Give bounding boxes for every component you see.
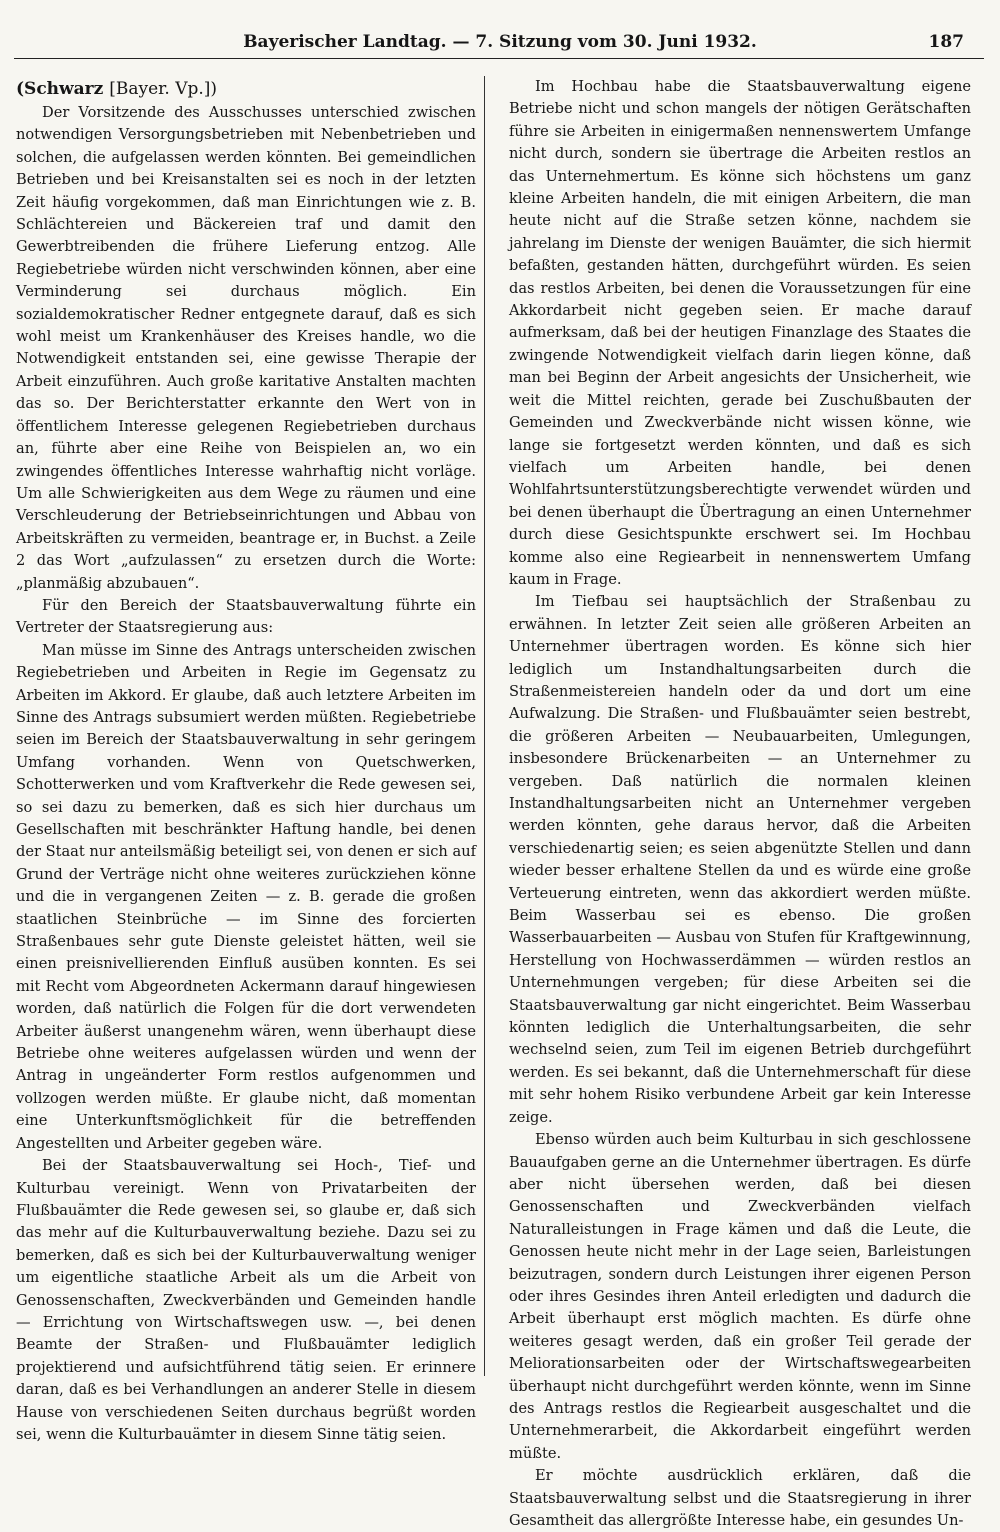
paragraph: Bei der Staatsbauverwaltung sei Hoch-, Tief- und Kulturbau vereinigt. Wenn von Privatarbeiten der Flußbauämter die Rede gewesen sei, so glaube er, daß sich das mehr auf die Kulturbauverwaltung beziehe. Dazu sei zu bemerken, daß es sich bei der Kulturbauverwaltung weniger um eigentliche staatliche Arbeit als um die Arbeit von Genossenschaften, Zweckverbänden und Gemeinden handle — Errichtung von Wirtschaftswegen usw. —, bei denen Beamte der Straßen- und Flußbauämter lediglich projektierend und aufsichtführend tätig seien. Er erinnere daran, daß es bei Verhandlungen an anderer Stelle in diesem Hause von verschiedenen Seiten durchaus begrüßt worden sei, wenn die Kulturbauämter in diesem Sinne tätig seien. — [16, 1157, 476, 1443]
speaker-line — [16, 76, 476, 102]
page-header — [0, 28, 1000, 60]
running-head: Bayerischer Landtag. — 7. Sitzung vom 30. Juni 1932. — [243, 32, 757, 52]
paragraph: Für den Bereich der Staatsbauverwaltung führte ein Vertreter der Staatsregierung aus: — [16, 596, 476, 637]
paragraph: Im Hochbau habe die Staatsbauverwaltung eigene Betriebe nicht und schon mangels der nötigen Gerätschaften führe sie Arbeiten in einigermaßen nennenswertem Umfange nicht durch, sondern sie übertrage die Arbeiten restlos an das Unternehmertum. Es könne sich höchstens um ganz kleine Arbeiten handeln, die mit einigen Arbeitern, die man heute nicht auf die Straße setzen könne, nachdem sie jahrelang im Dienste der wenigen Bauämter, die sich hiermit befaßten, gestanden hätten, durchgeführt würden. Es seien das restlos Arbeiten, bei denen die Voraussetzungen für eine Akkordarbeit nicht gegeben seien. Er mache darauf aufmerksam, daß bei der heutigen Finanzlage des Staates die zwingende Notwendigkeit vielfach darin liegen könne, daß man bei Beginn der Arbeit angesichts der Unsicherheit, wie weit die Mittel reichten, gerade bei Zuschußbauten der Gemeinden und Zweckverbände nicht wissen könne, wie lange sie fortgesetzt werden könnten, und daß es sich vielfach um Arbeiten handle, bei denen Wohlfahrtsunterstützungsberechtigte verwendet würden und bei denen überhaupt die Übertragung an einen Unternehmer durch diese Gesichtspunkte erschwert sei. Im Hochbau komme also eine Regiearbeit in nennenswertem Umfang kaum in Frage. — [509, 78, 971, 588]
paragraph: Man müsse im Sinne des Antrags unterscheiden zwischen Regiebetrieben und Arbeiten in Regie im Gegensatz zu Arbeiten im Akkord. Er glaube, daß auch letztere Arbeiten im Sinne des Antrags subsumiert werden müßten. Regiebetriebe seien im Bereich der Staatsbauverwaltung in sehr geringem Umfang vorhanden. Wenn von Quetschwerken, Schotterwerken und vom Kraftverkehr die Rede gewesen sei, so sei dazu zu bemerken, daß es sich hier durchaus um Gesellschaften mit beschränkter Haftung handle, bei denen der Staat nur anteilsmäßig beteiligt sei, von denen er sich auf Grund der Verträge nicht ohne weiteres zurückziehen könne und die in vergangenen Zeiten — z. B. gerade die großen staatlichen Steinbrüche — im Sinne des forcierten Straßenbaues sehr gute Dienste geleistet hätten, weil sie einen preisnivellierenden Einfluß ausüben konnten. Es sei mit Recht vom Abgeordneten Ackermann darauf hingewiesen worden, daß natürlich die Folgen für die dort verwendeten Arbeiter äußerst unangenehm wären, wenn überhaupt diese Betriebe ohne weiteres aufgelassen würden und wenn der Antrag in ungeänderter Form restlos aufgenommen und vollzogen werden müßte. Er glaube nicht, daß momentan eine Unterkunftsmöglichkeit für die betreffenden Angestellten und Arbeiter gegeben wäre. — [16, 641, 476, 1152]
page-number: 187 — [928, 32, 964, 52]
paragraph: Ebenso würden auch beim Kulturbau in sich geschlossene Bauaufgaben gerne an die Unternehmer übertragen. Es dürfe aber nicht übersehen werden, daß bei diesen Genossenschaften und Zweckverbänden vielfach Naturalleistungen in Frage kämen und daß die Leute, die Genossen heute nicht mehr in der Lage seien, Barleistungen beizutragen, sondern durch Leistungen ihrer eigenen Person oder ihres Gesindes ihren Anteil erledigten und dadurch die Arbeit überhaupt erst möglich machten. Es dürfe ohne weiteres gesagt werden, daß ein großer Teil gerade der Meliorationsarbeiten oder der Wirtschaftswegearbeiten überhaupt nicht durchgeführt werden könnte, wenn im Sinne des Antrags restlos die Regiearbeit ausgeschaltet und die Unternehmerarbeit, die Akkordarbeit eingeführt werden müßte. — [509, 1131, 971, 1462]
paragraph: Der Vorsitzende des Ausschusses unterschied zwischen notwendigen Versorgungsbetrieben mit Nebenbetrieben und solchen, die aufgelassen werden könnten. Bei gemeindlichen Betrieben und bei Kreisanstalten sei es noch in der letzten Zeit häufig vorgekommen, daß man Einrichtungen wie z. B. Schlächtereien und Bäckereien traf und damit den Gewerbtreibenden die frühere Lieferung entzog. Alle Regiebetriebe würden nicht verschwinden können, aber eine Verminderung sei durchaus möglich. Ein sozialdemokratischer Redner entgegnete darauf, daß es sich wohl meist um Krankenhäuser des Kreises handle, wo die Notwendigkeit entstanden sei, eine gewisse Therapie der Arbeit einzuführen. Auch große karitative Anstalten machten das so. Der Berichterstatter erkannte den Wert von in öffentlichem Interesse gelegenen Regiebetrieben durchaus an, führte aber eine Reihe von Beispielen an, wo ein zwingendes öffentliches Interesse wahrhaftig nicht vorläge. Um alle Schwierigkeiten aus dem Wege zu räumen und eine Verschleuderung der Betriebseinrichtungen und Abbau von Arbeitskräften zu vermeiden, beantrage er, in Buchst. a Zeile 2 das Wort „aufzulassen“ zu ersetzen durch die Worte: „planmäßig abzubauen“. — [16, 104, 476, 592]
header-rule — [14, 58, 984, 59]
column-divider — [484, 76, 485, 1376]
speaker-party: [Bayer. Vp.]) — [109, 79, 218, 99]
paragraph: Im Tiefbau sei hauptsächlich der Straßenbau zu erwähnen. In letzter Zeit seien alle größeren Arbeiten an Unternehmer übertragen worden. Es könne sich hier lediglich um Instandhaltungsarbeiten durch die Straßenmeistereien handeln oder da und dort um eine Aufwalzung. Die Straßen- und Flußbauämter seien bestrebt, die größeren Arbeiten — Neubauarbeiten, Umlegungen, insbesondere Brückenarbeiten — an Unternehmer zu vergeben. Daß natürlich die normalen kleinen Instandhaltungsarbeiten nicht an Unternehmer vergeben werden könnten, gehe daraus hervor, daß die Arbeiten verschiedenartig seien; es seien abgenützte Stellen und dann wieder besser erhaltene Stellen da und es würde eine große Verteuerung eintreten, wenn das akkordiert werden müßte. Beim Wasserbau sei es ebenso. Die großen Wasserbauarbeiten — Ausbau von Stufen für Kraftgewinnung, Herstellung von Hochwasserdämmen — würden restlos an Unternehmungen vergeben; für diese Arbeiten sei die Staatsbauverwaltung gar nicht eingerichtet. Beim Wasserbau könnten lediglich die Unterhaltungsarbeiten, die sehr wechselnd seien, zum Teil im eigenen Betrieb durchgeführt werden. Es sei bekannt, daß die Unternehmerschaft für diese mit sehr hohem Risiko verbundene Arbeit gar kein Interesse zeige. — [509, 593, 971, 1126]
speaker-name: (Schwarz — [16, 79, 104, 99]
paragraph: Er möchte ausdrücklich erklären, daß die Staatsbauverwaltung selbst und die Staatsregierung in ihrer Gesamtheit das allergrößte Interesse habe, ein gesundes Un- — [509, 1467, 971, 1529]
right-column — [509, 76, 971, 1529]
left-column — [16, 76, 476, 1443]
